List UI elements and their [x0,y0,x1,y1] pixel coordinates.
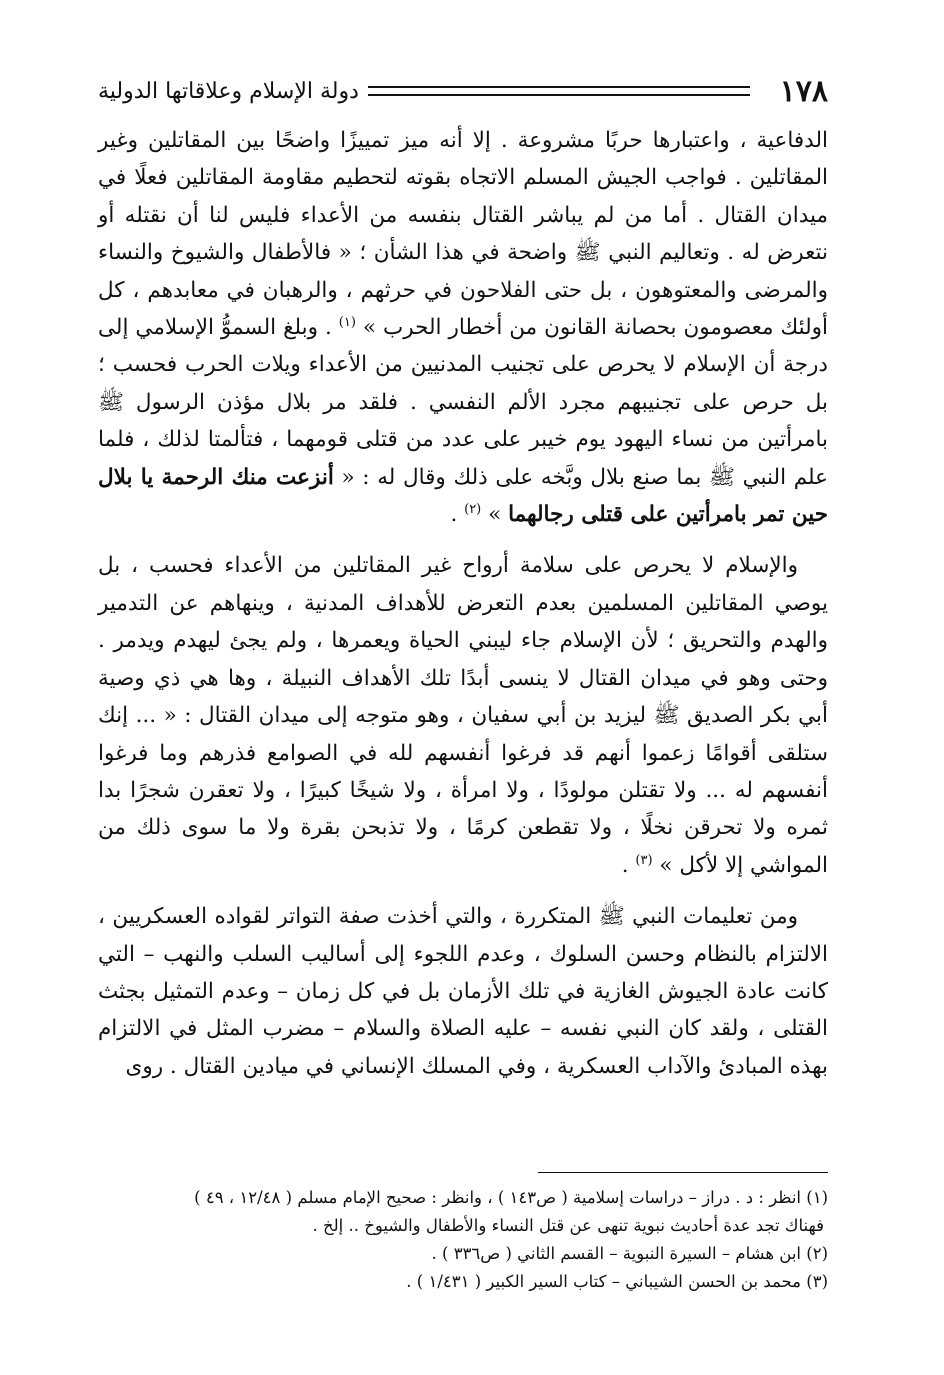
page-number: ١٧٨ [779,74,828,109]
running-title: دولة الإسلام وعلاقاتها الدولية [98,79,359,104]
footnote-2: (٢) ابن هشام – السيرة النبوية – القسم الثاني ( ص٣٣٦ ) . [431,1244,828,1263]
footnote-3: (٣) محمد بن الحسن الشيباني – كتاب السير الكبير ( ١/٤٣١ ) . [406,1272,828,1291]
main-text [98,122,828,1085]
footnotes [98,1184,828,1296]
header-double-rule [368,86,750,96]
paragraph-2 [98,547,828,884]
paragraph-1-text-b: . وبلغ السموُّ الإسلامي إلى درجة أن الإسلام لا يحرص على تجنيب المدنيين من الأعداء ويلات الحرب فحسب ؛ بل حرص على تجنيبهم مجرد الألم النفسي . فلقد مر بلال مؤذن الرسول ﷺ بامرأتين من نساء اليهود يوم خيبر على عدد من قتلى قومهما ، فتألمتا لذلك ، فلما علم النبي ﷺ بما صنع بلال وبَّخه على ذلك وقال له : « [98,315,828,490]
paragraph-1-text-c: » [481,502,509,528]
footnote-1-line-2: فهناك تجد عدة أحاديث نبوية تنهى عن قتل النساء والأطفال والشيوخ .. إلخ . [312,1216,824,1235]
paragraph-1-text-d: . [450,502,465,528]
page-header [98,70,828,120]
footnote-ref-1: (١) [338,314,356,330]
footnote-ref-2: (٢) [464,501,482,517]
footnote-ref-3: (٣) [635,852,653,868]
paragraph-1-text-a: الدفاعية ، واعتبارها حربًا مشروعة . إلا أنه ميز تمييزًا واضحًا بين المقاتلين وغير المقاتلين . فواجب الجيش المسلم الاتجاه بقوته لتحطيم مقاومة المقاتلين فعلًا في ميدان القتال . أما من لم يباشر القتال بنفسه من الأعداء فليس لنا أن نقتله أو نتعرض له . وتعاليم النبي ﷺ واضحة في هذا الشأن ؛ « فالأطفال والشيوخ والنساء والمرضى والمعتوهون ، بل حتى الفلاحون في حرثهم ، والرهبان في معابدهم ، كل أولئك معصومون بحصانة القانون من أخطار الحرب » [98,128,828,341]
footnote-separator [538,1172,828,1173]
paragraph-2-text-b: . [621,852,636,878]
hadith-quote-bold: أنزعت منك الرحمة يا بلال حين تمر بامرأتين على قتلى رجالهما [98,464,828,528]
paragraph-3: ومن تعليمات النبي ﷺ المتكررة ، والتي أخذت صفة التواتر لقواده العسكريين ، الالتزام بالنظام وحسن السلوك ، وعدم اللجوء إلى أساليب السلب والنهب – التي كانت عادة الجيوش الغازية في تلك الأزمان بل في كل زمان – وعدم التمثيل بجثث القتلى ، ولقد كان النبي نفسه – عليه الصلاة والسلام – مضرب المثل في الالتزام بهذه المبادئ والآداب العسكرية ، وفي المسلك الإنساني في ميادين القتال . روى [98,904,828,1079]
paragraph-2-text-a: والإسلام لا يحرص على سلامة أرواح غير المقاتلين من الأعداء فحسب ، بل يوصي المقاتلين المسلمين بعدم التعرض للأهداف المدنية ، وينهاهم عن التدمير والهدم والتحريق ؛ لأن الإسلام جاء ليبني الحياة ويعمرها ، ولم يجئ ليهدم ويدمر . وحتى وهو في ميدان القتال لا ينسى أبدًا تلك الأهداف النبيلة ، وها هي ذي وصية أبي بكر الصديق ﷺ ليزيد بن أبي سفيان ، وهو متوجه إلى ميدان القتال : « ... إنك ستلقى أقوامًا زعموا أنهم قد فرغوا أنفسهم لله في الصوامع فذرهم وما فرغوا أنفسهم له ... ولا تقتلن مولودًا ، ولا امرأة ، ولا شيخًا كبيرًا ، ولا تعقرن شجرًا بدا ثمره ولا تحرقن نخلًا ، ولا تقطعن كرمًا ، ولا تذبحن بقرة ولا ما سوى ذلك من المواشي إلا لأكل » [98,553,828,878]
paragraph-1 [98,122,828,533]
footnote-1-line-1: (١) انظر : د . دراز – دراسات إسلامية ( ص١٤٣ ) ، وانظر : صحيح الإمام مسلم ( ١٢/٤٨ ، ٤٩ ) [194,1188,828,1207]
